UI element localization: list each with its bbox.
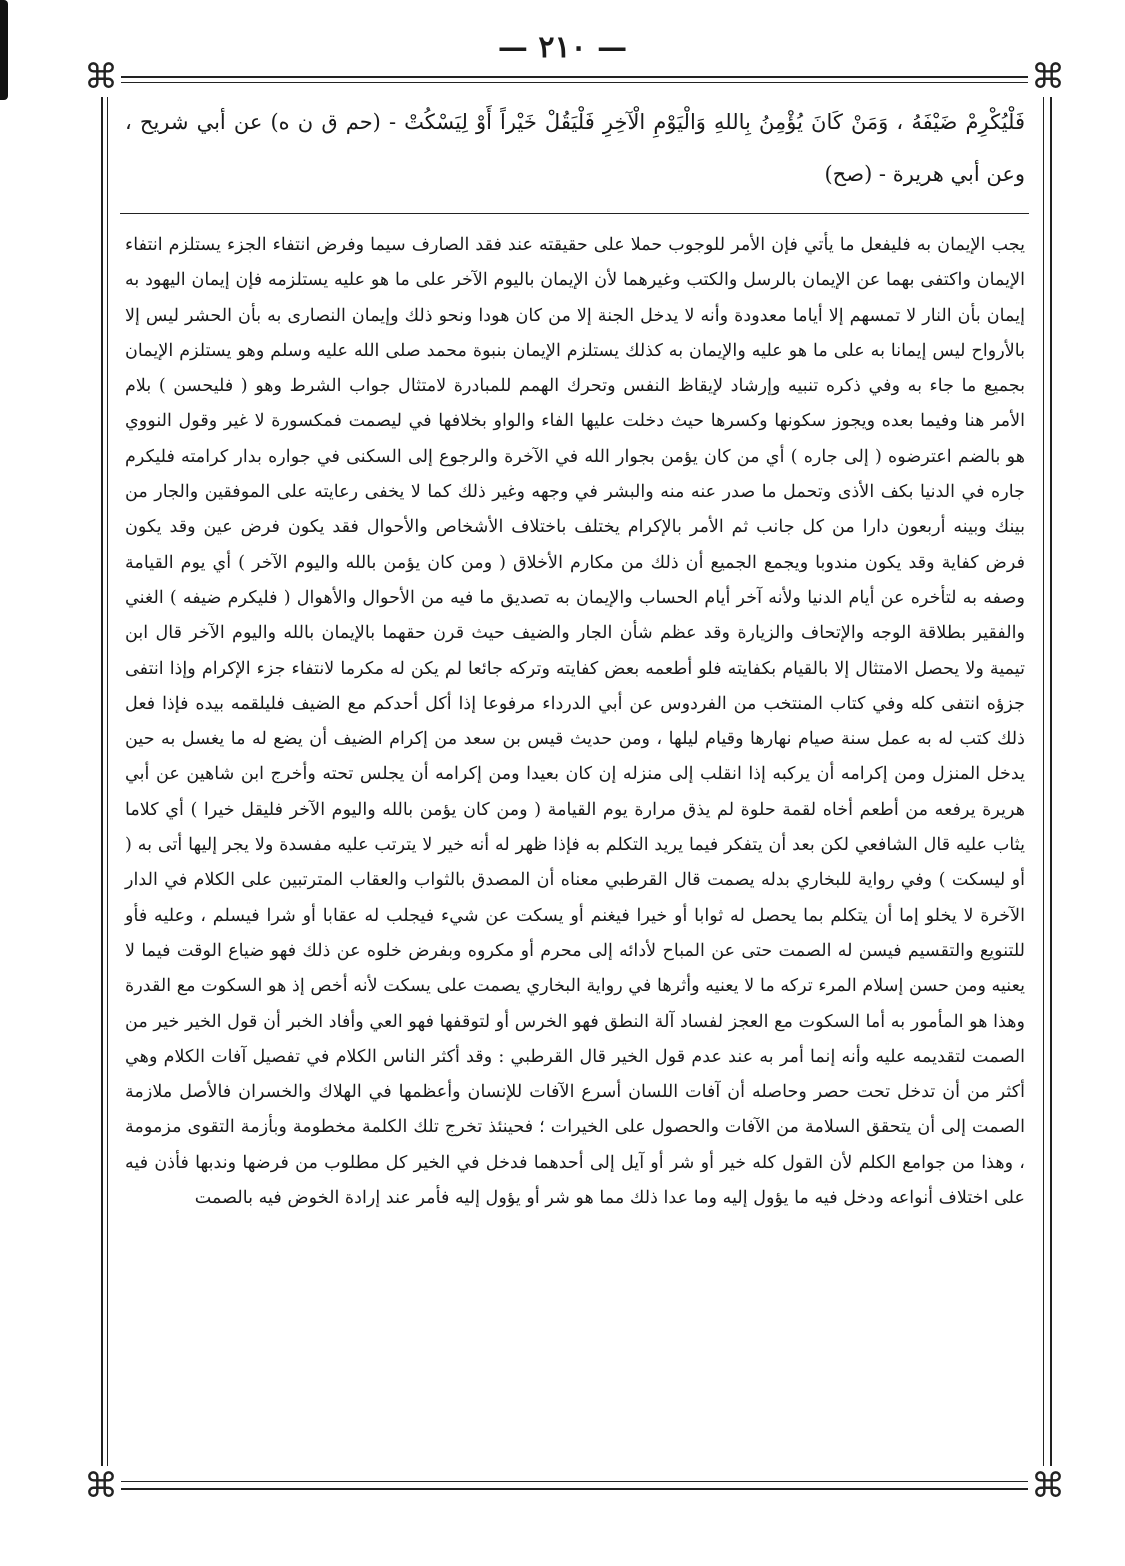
commentary-text: يجب الإيمان به فليفعل ما يأتي فإن الأمر للوجوب حملا على حقيقته عند فقد الصارف سيما وفرض انتفاء الجزء يستلزم انتفاء الإيمان واكتفى بهما عن الإيمان بالرسل والكتب وغيرهما لأن الإيمان باليوم الآخر على ما هو عليه يستلزمه فإن إيمان اليهود به إيمان بأن النار لا تمسهم إلا أياما معدودة وأنه لا يدخل الجنة إلا من كان هودا ونحو ذلك وإيمان النصارى به بأن الحشر ليس إلا بالأرواح ليس إيمانا به على ما هو عليه والإيمان به كذلك يستلزم الإيمان بنبوة محمد صلى الله عليه وسلم وهو يستلزم الإيمان بجميع ما جاء به وفي ذكره تنبيه وإرشاد لإيقاظ النفس وتحرك الهمم للمبادرة لامتثال جواب الشرط وهو ( فليحسن ) بلام الأمر هنا وفيما بعده ويجوز سكونها وكسرها حيث دخلت عليها الفاء والواو بخلافها في ليصمت فمكسورة لا غير وقول النووي هو بالضم اعترضوه ( إلى جاره ) أي من كان يؤمن بجوار الله في الآخرة والرجوع إلى السكنى في جواره بدار كرامته فليكرم جاره في الدنيا بكف الأذى وتحمل ما صدر عنه منه والبشر في وجهه وغير ذلك كما لا يخفى رعايته على الموفقين والجار من بينك وبينه أربعون دارا من كل جانب ثم الأمر بالإكرام يختلف باختلاف الأشخاص والأحوال فقد يكون فرض عين وقد يكون فرض كفاية وقد يكون مندوبا ويجمع الجميع أن ذلك من مكارم الأخلاق ( ومن كان يؤمن بالله واليوم الآخر ) أي يوم القيامة وصفه به لتأخره عن أيام الدنيا ولأنه آخر أيام الحساب والإيمان به تصديق ما فيه من الأحوال والأهوال ( فليكرم ضيفه ) الغني والفقير بطلاقة الوجه والإتحاف والزيارة وقد عظم شأن الجار والضيف حيث قرن حقهما بالإيمان بالله واليوم الآخر قال ابن تيمية ولا يحصل الامتثال إلا بالقيام بكفايته فلو أطعمه بعض كفايته وتركه جائعا لم يكن له مكرما لانتفاء جزء الإكرام وإذا انتفى جزؤه انتفى كله وفي كتاب المنتخب من الفردوس عن أبي الدرداء مرفوعا إذا أكل أحدكم مع الضيف فليلقمه بيده فإذا فعل ذلك كتب له به عمل سنة صيام نهارها وقيام ليلها ، ومن حديث قيس بن سعد من إكرام الضيف أن يضع له ما يغسل به حين يدخل المنزل ومن إكرامه أن يركبه إذا انقلب إلى منزله إن كان بعيدا ومن إكرامه أن يجلس تحته وأخرج ابن شاهين عن أبي هريرة يرفعه من أطعم أخاه لقمة حلوة لم يذق مرارة يوم القيامة ( ومن كان يؤمن بالله واليوم الآخر فليقل خيرا ) أي كلاما يثاب عليه قال الشافعي لكن بعد أن يتفكر فيما يريد التكلم به فإذا ظهر له أنه خير لا يترتب عليه مفسدة ولا يجر إليها أتى به ( أو ليسكت ) وفي رواية للبخاري بدله يصمت قال القرطبي معناه أن المصدق بالثواب والعقاب المترتبين على الكلام في الدار الآخرة لا يخلو إما أن يتكلم بما يحصل له ثوابا أو خيرا فيغنم أو يسكت عن شيء فيجلب له عقابا أو شرا فيسلم ، وعليه فأو للتنويع والتقسيم فيسن له الصمت حتى عن المباح لأدائه إلى محرم أو مكروه وبفرض خلوه عن ذلك فهو ضياع الوقت فيما لا يعنيه ومن حسن إسلام المرء تركه ما لا يعنيه وأثرها في رواية البخاري يصمت على يسكت لأنه أخص إذ هو السكوت مع القدرة وهذا هو المأمور به أما السكوت مع العجز لفساد آلة النطق فهو الخرس أو لتوقفها فهو العي وأفاد الخبر أن قول الخير خير من الصمت لتقديمه عليه وأنه إنما أمر به عند عدم قول الخير قال القرطبي : وقد أكثر الناس الكلام في تفصيل آفات الكلام وهي أكثر من أن تدخل تحت حصر وحاصله أن آفات اللسان أسرع الآفات للإنسان وأعظمها في الهلاك والخسران فالأصل ملازمة الصمت إلى أن يتحقق السلامة من الآفات والحصول على الخيرات ؛ فحينئذ تخرج تلك الكلمة مخطومة وبأزمة التقوى مزمومة ، وهذا من جوامع الكلم لأن القول كله خير أو شر أو آيل إلى أحدهما فدخل في الخير كل مطلوب من فرضها وندبها فأذن فيه على اختلاف أنواعه ودخل فيه ما يؤول إليه وما عدا ذلك مما هو شر أو يؤول إليه فأمر عند إرادة الخوض فيه بالصمت bbox=[125, 235, 1025, 1209]
section-divider bbox=[120, 213, 1029, 214]
corner-ornament-top-left-icon: ⌘ bbox=[81, 57, 121, 97]
corner-ornament-bottom-left-icon: ⌘ bbox=[81, 1466, 121, 1506]
page-number: — ٢١٠ — bbox=[497, 30, 628, 65]
corner-ornament-top-right-icon: ⌘ bbox=[1028, 57, 1068, 97]
hadith-text: فَلْيُكْرِمْ ضَيْفَهُ ، وَمَنْ كَانَ يُؤْمِنُ بِاللهِ وَالْيَوْمِ الْآخِرِ فَلْيَقُلْ خَيْراً أَوْ لِيَسْكُتْ - (حم ق ن ه) عن أبي شريح ، وعن أبي هريرة - (صح) bbox=[125, 110, 1025, 186]
corner-ornament-bottom-right-icon: ⌘ bbox=[1028, 1466, 1068, 1506]
